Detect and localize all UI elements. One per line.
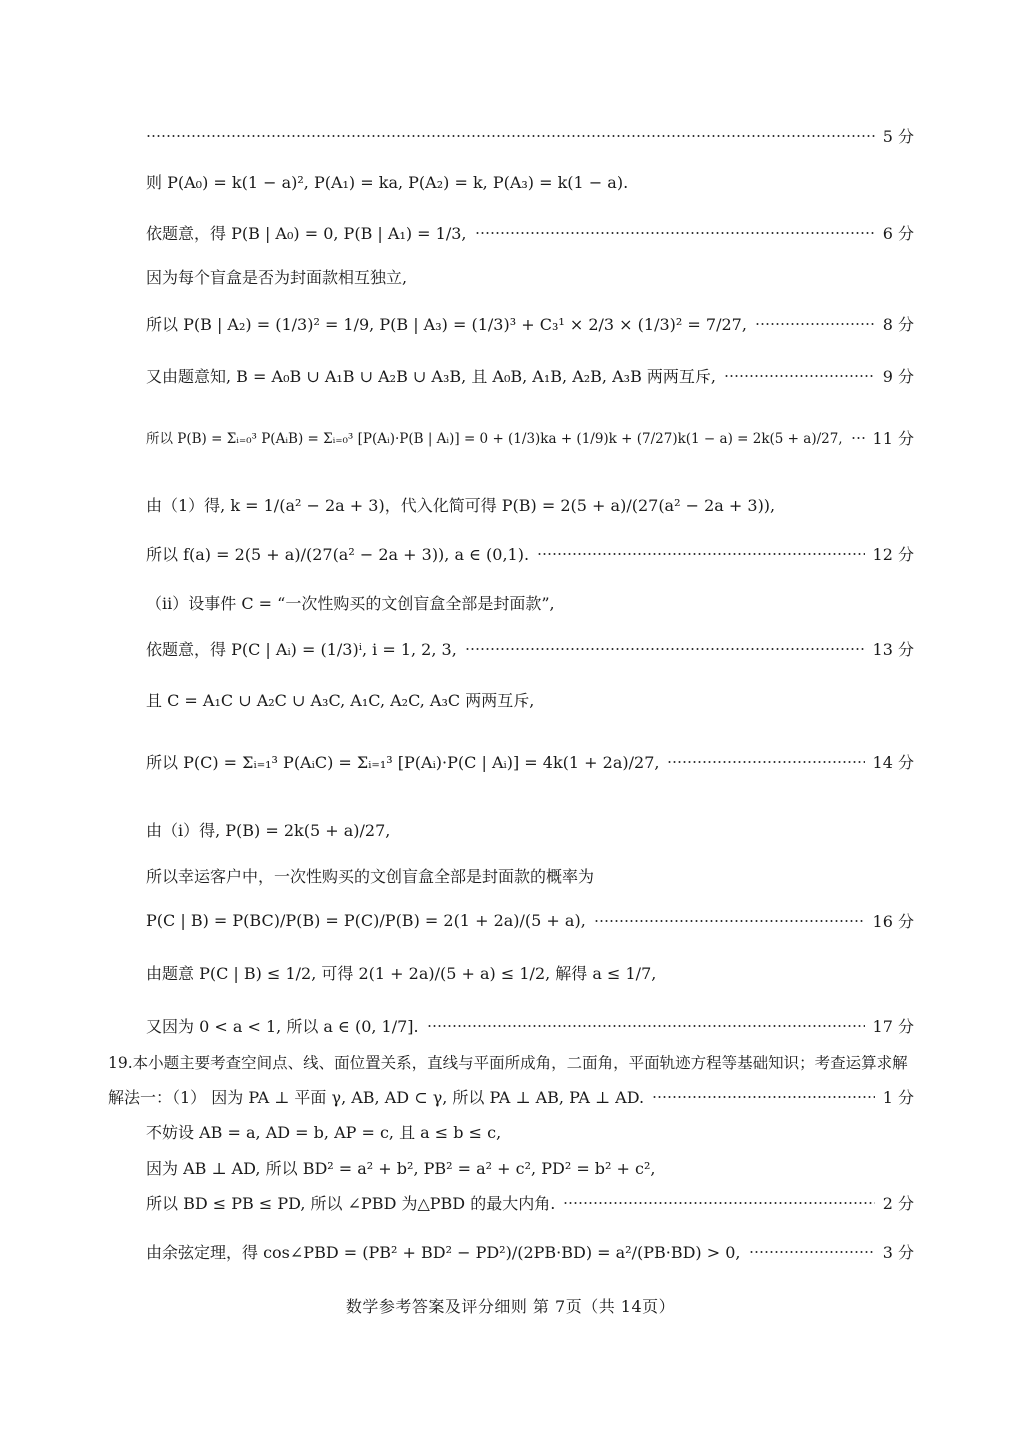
line-12 bbox=[146, 682, 914, 716]
formula-text: 依题意，得 P(B | A₀) = 0, P(B | A₁) = 1/3, bbox=[146, 223, 467, 243]
score-mark: 1 分 bbox=[882, 1087, 914, 1107]
formula-text: 解法一：（1） 因为 PA ⊥ 平面 γ, AB, AD ⊂ γ, 所以 PA ⊥ AB, PA ⊥ AD. bbox=[108, 1087, 645, 1107]
line-4 bbox=[146, 259, 914, 293]
formula-text: 所以 P(C) = Σᵢ₌₁³ P(AᵢC) = Σᵢ₌₁³ [P(Aᵢ)·P(C | Aᵢ)] = 4k(1 + 2a)/27, bbox=[146, 752, 660, 772]
formula-text: 由（i）得, P(B) = 2k(5 + a)/27, bbox=[146, 820, 391, 840]
leader-dots bbox=[594, 920, 865, 922]
score-mark: 13 分 bbox=[872, 639, 914, 659]
line-23 bbox=[146, 1185, 914, 1219]
line-14 bbox=[146, 812, 914, 846]
line-18 bbox=[146, 1008, 914, 1042]
leader-dots bbox=[146, 135, 875, 137]
score-mark: 16 分 bbox=[872, 911, 914, 931]
score-mark: 8 分 bbox=[882, 314, 914, 334]
leader-dots bbox=[465, 648, 865, 650]
line-2 bbox=[146, 164, 914, 198]
line-21 bbox=[146, 1114, 914, 1148]
page-footer: 数学参考答案及评分细则 第 7页（共 14页） bbox=[345, 1297, 676, 1316]
score-mark: 5 分 bbox=[882, 126, 914, 146]
formula-text: 又由题意知, B = A₀B ∪ A₁B ∪ A₂B ∪ A₃B, 且 A₀B, A₁B, A₂B, A₃B 两两互斥, bbox=[146, 366, 717, 386]
formula-text: 不妨设 AB = a, AD = b, AP = c, 且 a ≤ b ≤ c, bbox=[146, 1122, 502, 1142]
leader-dots bbox=[563, 1202, 874, 1204]
line-6 bbox=[146, 358, 914, 392]
line-19-heading bbox=[108, 1045, 1021, 1079]
formula-text: 且 C = A₁C ∪ A₂C ∪ A₃C, A₁C, A₂C, A₃C 两两互斥, bbox=[146, 690, 535, 710]
score-mark: 6 分 bbox=[882, 223, 914, 243]
formula-text: 则 P(A₀) = k(1 − a)², P(A₁) = ka, P(A₂) = k, P(A₃) = k(1 − a). bbox=[146, 172, 629, 192]
formula-text: 由（1）得, k = 1/(a² − 2a + 3)，代入化简可得 P(B) = 2(5 + a)/(27(a² − 2a + 3)), bbox=[146, 495, 776, 515]
line-10 bbox=[146, 585, 914, 619]
score-mark: 12 分 bbox=[872, 544, 914, 564]
line-3 bbox=[146, 215, 914, 249]
leader-dots bbox=[537, 553, 865, 555]
line-17 bbox=[146, 955, 914, 989]
leader-dots bbox=[475, 232, 875, 234]
formula-text: 由余弦定理，得 cos∠PBD = (PB² + BD² − PD²)/(2PB·BD) = a²/(PB·BD) > 0, bbox=[146, 1242, 741, 1262]
line-5 bbox=[146, 306, 914, 340]
formula-text: 所以 P(B | A₂) = (1/3)² = 1/9, P(B | A₃) = (1/3)³ + C₃¹ × 2/3 × (1/3)² = 7/27, bbox=[146, 314, 747, 334]
formula-text: 依题意，得 P(C | Aᵢ) = (1/3)ⁱ, i = 1, 2, 3, bbox=[146, 639, 457, 659]
line-9 bbox=[146, 536, 914, 570]
line-15 bbox=[146, 858, 914, 892]
line-7 bbox=[146, 420, 914, 454]
line-1 bbox=[146, 118, 914, 152]
formula-text: 所以 BD ≤ PB ≤ PD, 所以 ∠PBD 为△PBD 的最大内角. bbox=[146, 1193, 556, 1213]
leader-dots bbox=[724, 375, 875, 377]
formula-text: 所以幸运客户中，一次性购买的文创盲盒全部是封面款的概率为 bbox=[146, 866, 595, 886]
score-mark: 14 分 bbox=[872, 752, 914, 772]
line-20 bbox=[108, 1079, 914, 1113]
score-mark: 9 分 bbox=[882, 366, 914, 386]
leader-dots bbox=[427, 1025, 865, 1027]
line-8 bbox=[146, 487, 914, 521]
leader-dots bbox=[652, 1096, 875, 1098]
formula-text: 所以 f(a) = 2(5 + a)/(27(a² − 2a + 3)), a ∈ (0,1). bbox=[146, 544, 530, 564]
line-11 bbox=[146, 631, 914, 665]
formula-text: （ii）设事件 C = “一次性购买的文创盲盒全部是封面款”, bbox=[146, 593, 555, 613]
question-heading: 19.本小题主要考查空间点、线、面位置关系，直线与平面所成角，二面角，平面轨迹方程等基础知识；考查运算求解 bbox=[108, 1054, 908, 1072]
leader-dots bbox=[749, 1251, 875, 1253]
score-mark: 17 分 bbox=[872, 1016, 914, 1036]
formula-text: 因为 AB ⊥ AD, 所以 BD² = a² + b², PB² = a² + c², PD² = b² + c², bbox=[146, 1158, 656, 1178]
score-mark: 11 分 bbox=[872, 428, 914, 448]
line-16 bbox=[146, 903, 914, 937]
formula-text: 因为每个盲盒是否为封面款相互独立, bbox=[146, 267, 408, 287]
formula-text: 又因为 0 < a < 1, 所以 a ∈ (0, 1/7]. bbox=[146, 1016, 419, 1036]
line-22 bbox=[146, 1150, 914, 1184]
leader-dots bbox=[755, 323, 875, 325]
line-13 bbox=[146, 744, 914, 778]
leader-dots bbox=[851, 437, 865, 439]
score-mark: 2 分 bbox=[882, 1193, 914, 1213]
formula-text: 由题意 P(C | B) ≤ 1/2, 可得 2(1 + 2a)/(5 + a) ≤ 1/2, 解得 a ≤ 1/7, bbox=[146, 963, 657, 983]
formula-text: 所以 P(B) = Σᵢ₌₀³ P(AᵢB) = Σᵢ₌₀³ [P(Aᵢ)·P(B | Aᵢ)] = 0 + (1/3)ka + (1/9)k + (7/27)k(1 − a) = 2k(5 + a)/27, bbox=[146, 431, 843, 447]
leader-dots bbox=[667, 761, 864, 763]
score-mark: 3 分 bbox=[882, 1242, 914, 1262]
formula-text: P(C | B) = P(BC)/P(B) = P(C)/P(B) = 2(1 + 2a)/(5 + a), bbox=[146, 910, 586, 930]
line-24 bbox=[146, 1234, 914, 1268]
